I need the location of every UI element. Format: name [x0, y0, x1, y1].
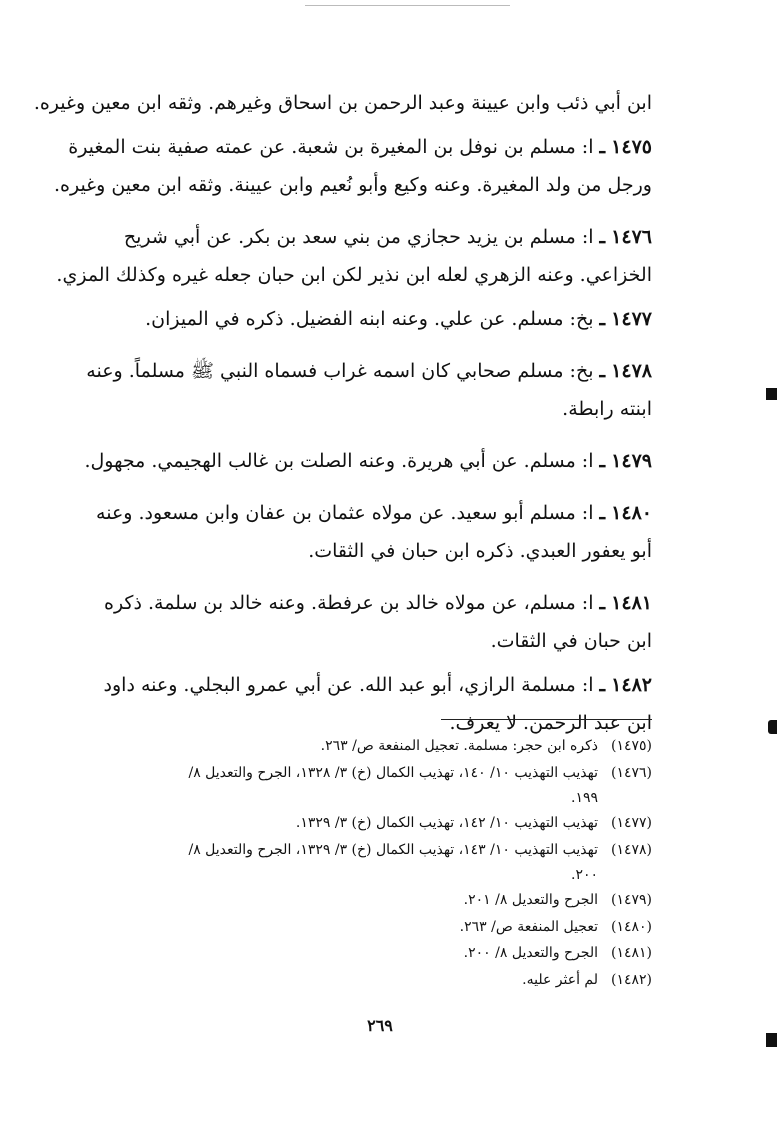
footnote-number: (١٤٧٦) — [610, 764, 652, 781]
footnote-1480 — [124, 914, 652, 941]
footnote-number: (١٤٨٠) — [610, 918, 652, 935]
entry-text: ا: مسلم بن نوفل بن المغيرة بن شعبة. عن عمته صفية بنت المغيرة — [68, 136, 594, 158]
entry-number: ١٤٧٥ — [611, 136, 652, 158]
entry-1476: ١٤٧٦ ـ ا: مسلم بن يزيد حجازي من بني سعد بن بكر. عن أبي شريح الخزاعي. وعنه الزهري لعله ابن نذير لكن ابن حبان جعله غيره وكذلك المزي. — [124, 218, 652, 294]
entry-text: ا: مسلمة الرازي، أبو عبد الله. عن أبي عمرو البجلي. وعنه داود — [103, 674, 594, 696]
footnote-1475 — [124, 733, 652, 760]
entry-text: ابن حبان في الثقات. — [490, 630, 652, 652]
entry-1477: ١٤٧٧ ـ بخ: مسلم. عن علي. وعنه ابنه الفضيل. ذكره في الميزان. — [145, 308, 652, 330]
footnote-1476 — [124, 760, 652, 787]
entry-text: الخزاعي. وعنه الزهري لعله ابن نذير لكن ابن حبان جعله غيره وكذلك المزي. — [56, 264, 652, 286]
footnote-number: (١٤٧٧) — [610, 815, 652, 831]
footnote-text: ٢٠٠. — [570, 867, 598, 883]
scan-edge-mark — [768, 720, 777, 734]
footnote-text: تهذيب التهذيب ١٠/ ١٤٣، تهذيب الكمال (خ) ٣/ ١٣٢٩، الجرح والتعديل ٨/ — [188, 841, 598, 858]
scan-edge-mark — [766, 388, 777, 400]
entry-text: بخ: مسلم. عن علي. وعنه ابنه الفضيل. ذكره في الميزان. — [145, 308, 594, 330]
entry-text: ابن عبد الرحمن. لا يعرف. — [449, 712, 652, 734]
footnote-text: لم أعثر عليه. — [522, 971, 598, 988]
footnote-text: الجرح والتعديل ٨/ ٢٠٠. — [463, 945, 598, 961]
entry-1475: ١٤٧٥ ـ ا: مسلم بن نوفل بن المغيرة بن شعبة. عن عمته صفية بنت المغيرة ورجل من ولد المغيرة. وعنه وكيع وأبو نُعيم وابن عيينة. وثقه ابن معين وغيره. — [124, 128, 652, 204]
footnotes — [124, 733, 652, 993]
entry-1479: ١٤٧٩ ـ ا: مسلم. عن أبي هريرة. وعنه الصلت بن غالب الهجيمي. مجهول. — [84, 450, 652, 472]
footnote-1479 — [124, 887, 652, 914]
entry-number: ١٤٧٧ — [611, 308, 652, 330]
entry-text: ا: مسلم أبو سعيد. عن مولاه عثمان بن عفان وابن مسعود. وعنه — [96, 502, 594, 524]
footnote-1482 — [124, 967, 652, 994]
entry-number: ١٤٨٠ — [611, 502, 652, 524]
entry-1482: ١٤٨٢ ـ ا: مسلمة الرازي، أبو عبد الله. عن أبي عمرو البجلي. وعنه داود ابن عبد الرحمن. لا يعرف. — [124, 666, 652, 742]
entry-number: ١٤٨٢ — [611, 674, 652, 696]
entry-text: ا: مسلم، عن مولاه خالد بن عرفطة. وعنه خالد بن سلمة. ذكره — [103, 592, 594, 614]
entry-1481: ١٤٨١ ـ ا: مسلم، عن مولاه خالد بن عرفطة. وعنه خالد بن سلمة. ذكره ابن حبان في الثقات. — [124, 584, 652, 660]
footnote-text: تهذيب التهذيب ١٠/ ١٤٠، تهذيب الكمال (خ) ٣/ ١٣٢٨، الجرح والتعديل ٨/ — [188, 764, 598, 781]
entry-text: ا: مسلم. عن أبي هريرة. وعنه الصلت بن غالب الهجيمي. مجهول. — [84, 450, 594, 472]
entry-1480: ١٤٨٠ ـ ا: مسلم أبو سعيد. عن مولاه عثمان بن عفان وابن مسعود. وعنه أبو يعفور العبدي. ذكره ابن حبان في الثقات. — [124, 494, 652, 570]
footnote-1481 — [124, 940, 652, 967]
footnote-number: (١٤٧٩) — [610, 892, 652, 908]
footnote-number: (١٤٧٨) — [610, 841, 652, 858]
entries-body — [33, 84, 652, 742]
footnote-separator — [441, 719, 652, 720]
footnote-number: (١٤٨٢) — [610, 971, 652, 988]
entry-text: أبو يعفور العبدي. ذكره ابن حبان في الثقات. — [308, 540, 652, 562]
footnote-text: الجرح والتعديل ٨/ ٢٠١. — [463, 892, 598, 908]
entry-number: ١٤٨١ — [611, 592, 652, 614]
page-number: ٢٦٩ — [367, 1016, 393, 1035]
entry-number: ١٤٧٩ — [611, 450, 652, 472]
footnote-text: ذكره ابن حجر: مسلمة. تعجيل المنفعة ص/ ٢٦٣. — [320, 738, 598, 754]
footnote-1477 — [124, 810, 652, 837]
entry-text: بخ: مسلم صحابي كان اسمه غراب فسماه النبي ﷺ مسلماً. وعنه — [86, 360, 594, 382]
entry-text: ورجل من ولد المغيرة. وعنه وكيع وأبو نُعيم وابن عيينة. وثقه ابن معين وغيره. — [53, 174, 652, 196]
intro-line: ابن أبي ذئب وابن عيينة وعبد الرحمن بن اسحاق وغيرهم. وثقه ابن معين وغيره. — [33, 92, 652, 114]
footnote-number: (١٤٨١) — [610, 945, 652, 961]
entry-number: ١٤٧٨ — [611, 360, 652, 382]
scan-edge-mark — [766, 1033, 777, 1047]
footnote-number: (١٤٧٥) — [610, 738, 652, 754]
footnote-text: ١٩٩. — [570, 790, 598, 806]
top-rule — [305, 5, 510, 6]
footnote-1478 — [124, 837, 652, 864]
footnote-text: تهذيب التهذيب ١٠/ ١٤٢، تهذيب الكمال (خ) ٣/ ١٣٢٩. — [295, 815, 598, 831]
entry-text: ابنته رابطة. — [562, 398, 652, 420]
entry-text: ا: مسلم بن يزيد حجازي من بني سعد بن بكر. عن أبي شريح — [123, 226, 594, 248]
entry-1478: ١٤٧٨ ـ بخ: مسلم صحابي كان اسمه غراب فسماه النبي ﷺ مسلماً. وعنه ابنته رابطة. — [124, 352, 652, 428]
entry-number: ١٤٧٦ — [611, 226, 652, 248]
footnote-text: تعجيل المنفعة ص/ ٢٦٣. — [459, 918, 598, 935]
